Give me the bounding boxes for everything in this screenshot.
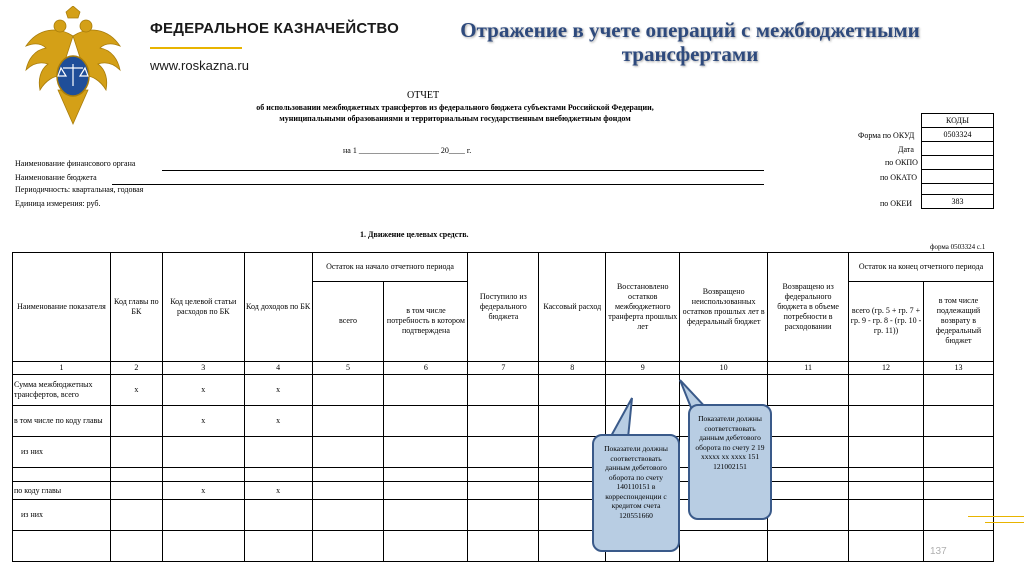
row-value-cell [923,467,993,481]
page-number: 137 [930,546,947,557]
th-restored: Восстановлено остатков межбюджетного транферта прошлых лет [606,253,680,362]
field-budget-name: Наименование бюджета [15,173,97,182]
field-periodicity: Периодичность: квартальная, годовая [15,185,144,194]
row-value-cell [384,500,468,531]
code-label-okud: Форма по ОКУД [858,131,915,140]
th-end-incl: в том числе подлежащий возврату в федеральный бюджет [923,281,993,361]
row-value-cell [312,467,384,481]
field-unit: Единица измерения: руб. [15,199,101,208]
row-value-cell [468,405,539,436]
row-code-cell: x [162,481,244,499]
callout-right: Показатели должны соответствовать данным дебетового оборота по счету 2 19 ххххх хх хххх 151 121002151 [688,404,772,520]
row-code-cell: x [244,375,312,406]
row-value-cell [849,500,924,531]
row-value-cell [468,375,539,406]
table-row [13,531,994,562]
table-row [13,436,994,467]
row-value-cell [768,436,849,467]
th-income-code: Код доходов по БК [244,253,312,362]
col-number: 7 [468,361,539,374]
col-number: 9 [606,361,680,374]
column-numbers-row [13,361,994,374]
row-code-cell [244,531,312,562]
col-number: 2 [110,361,162,374]
table-row [13,467,994,481]
website-link[interactable]: www.roskazna.ru [150,58,249,73]
row-name [13,467,111,481]
row-value-cell [768,375,849,406]
row-value-cell [539,405,606,436]
brand-name: ФЕДЕРАЛЬНОЕ КАЗНАЧЕЙСТВО [150,20,399,37]
th-start-balance: Остаток на начало отчетного периода [312,253,468,282]
row-code-cell [162,500,244,531]
row-code-cell [110,481,162,499]
row-value-cell [849,405,924,436]
th-returned-need: Возвращено из федерального бюджета в объеме потребности в расходовании [768,253,849,362]
th-cash: Кассовый расход [539,253,606,362]
form-reference: форма 0503324 с.1 [930,243,986,251]
codes-table [921,113,994,209]
row-code-cell [110,467,162,481]
table-row [13,500,994,531]
col-number: 5 [312,361,384,374]
row-code-cell: x [162,375,244,406]
row-value-cell [768,405,849,436]
field-finance-body: Наименование финансового органа [15,159,136,168]
row-value-cell [923,405,993,436]
slide-title [400,18,980,66]
decorative-accent-line [968,516,1024,517]
th-target-code: Код целевой статьи расходов по БК [162,253,244,362]
row-name: Сумма межбюджетных трансфертов, всего [13,375,111,406]
row-value-cell [539,375,606,406]
th-received: Поступило из федерального бюджета [468,253,539,362]
section-title: 1. Движение целевых средств. [360,230,469,239]
row-value-cell [312,405,384,436]
row-value-cell [468,481,539,499]
code-okpo-value [922,156,994,170]
row-value-cell [312,500,384,531]
row-name: в том числе по коду главы [13,405,111,436]
row-value-cell [468,500,539,531]
col-number: 10 [680,361,768,374]
code-label-okato: по ОКАТО [880,173,918,182]
th-head-code: Код главы по БК [110,253,162,362]
report-title: ОТЧЕТ [407,90,440,101]
field-finance-body-line [162,170,764,171]
transfers-table [12,252,994,562]
code-okato-value [922,170,994,184]
row-code-cell: x [162,405,244,436]
row-value-cell [384,467,468,481]
code-blank-value [922,184,994,195]
code-label-date: Дата [898,145,914,154]
row-code-cell [162,436,244,467]
row-code-cell [244,436,312,467]
row-code-cell [110,531,162,562]
row-value-cell [312,436,384,467]
row-code-cell [162,531,244,562]
row-code-cell: x [244,405,312,436]
col-number: 3 [162,361,244,374]
row-value-cell [768,500,849,531]
brand-divider [150,47,242,49]
row-code-cell [110,405,162,436]
row-code-cell: x [110,375,162,406]
row-name: из них [13,500,111,531]
col-number: 4 [244,361,312,374]
emblem-logo [18,6,128,126]
code-date-value [922,142,994,156]
code-label-okei: по ОКЕИ [880,199,913,208]
report-date-line: на 1 ____________________ 20____ г. [343,146,472,155]
th-end-balance: Остаток на конец отчетного периода [849,253,994,282]
row-name: по коду главы [13,481,111,499]
th-name: Наименование показателя [13,253,111,362]
row-value-cell [384,405,468,436]
code-okud-value: 0503324 [922,128,994,142]
th-returned-unused: Возвращено неиспользованных остатков прошлых лет в федеральный бюджет [680,253,768,362]
col-number: 12 [849,361,924,374]
row-value-cell [312,481,384,499]
row-value-cell [468,467,539,481]
field-budget-name-line [112,184,764,185]
row-value-cell [384,481,468,499]
row-code-cell [110,500,162,531]
row-value-cell [312,531,384,562]
row-value-cell [312,375,384,406]
row-value-cell [768,481,849,499]
th-end-total: всего (гр. 5 + гр. 7 + гр. 9 - гр. 8 - (гр. 10 - гр. 11)) [849,281,924,361]
col-number: 13 [923,361,993,374]
col-number: 8 [539,361,606,374]
row-value-cell [849,375,924,406]
row-code-cell [110,436,162,467]
row-value-cell [849,531,924,562]
report-subtitle-2: муниципальными образованиями и территориальным государственным внебюджетным фондом [279,114,631,123]
col-number: 11 [768,361,849,374]
row-value-cell [384,531,468,562]
table-row [13,481,994,499]
row-value-cell [768,531,849,562]
table-row [13,405,994,436]
code-label-okpo: по ОКПО [885,158,918,167]
row-code-cell [244,467,312,481]
row-code-cell: x [244,481,312,499]
row-value-cell [468,436,539,467]
table-row [13,375,994,406]
slide-title-line2: трансфертами [621,42,759,66]
row-value-cell [384,375,468,406]
row-value-cell [923,375,993,406]
row-name: из них [13,436,111,467]
row-value-cell [849,436,924,467]
report-subtitle-1: об использовании межбюджетных трансфертов из федерального бюджета субъектами Российской Федерации, [256,103,654,112]
row-value-cell [849,481,924,499]
row-value-cell [384,436,468,467]
row-value-cell [768,467,849,481]
row-value-cell [468,531,539,562]
row-name [13,531,111,562]
row-code-cell [244,500,312,531]
row-value-cell [849,467,924,481]
codes-header: КОДЫ [922,114,994,128]
th-start-incl: в том числе потребность в котором подтверждена [384,281,468,361]
code-okei-value: 383 [922,195,994,209]
row-value-cell [923,436,993,467]
slide-title-line1: Отражение в учете операций с межбюджетными [460,18,920,42]
row-code-cell [162,467,244,481]
col-number: 1 [13,361,111,374]
decorative-accent-line-2 [985,522,1024,523]
col-number: 6 [384,361,468,374]
callout-left-pointer [600,396,640,438]
callout-left: Показатели должны соответствовать данным дебетового оборота по счету 140110151 в корреспонденции с кредитом счета 120551660 [592,434,680,552]
row-value-cell [923,481,993,499]
row-value-cell [680,531,768,562]
th-start-total: всего [312,281,384,361]
